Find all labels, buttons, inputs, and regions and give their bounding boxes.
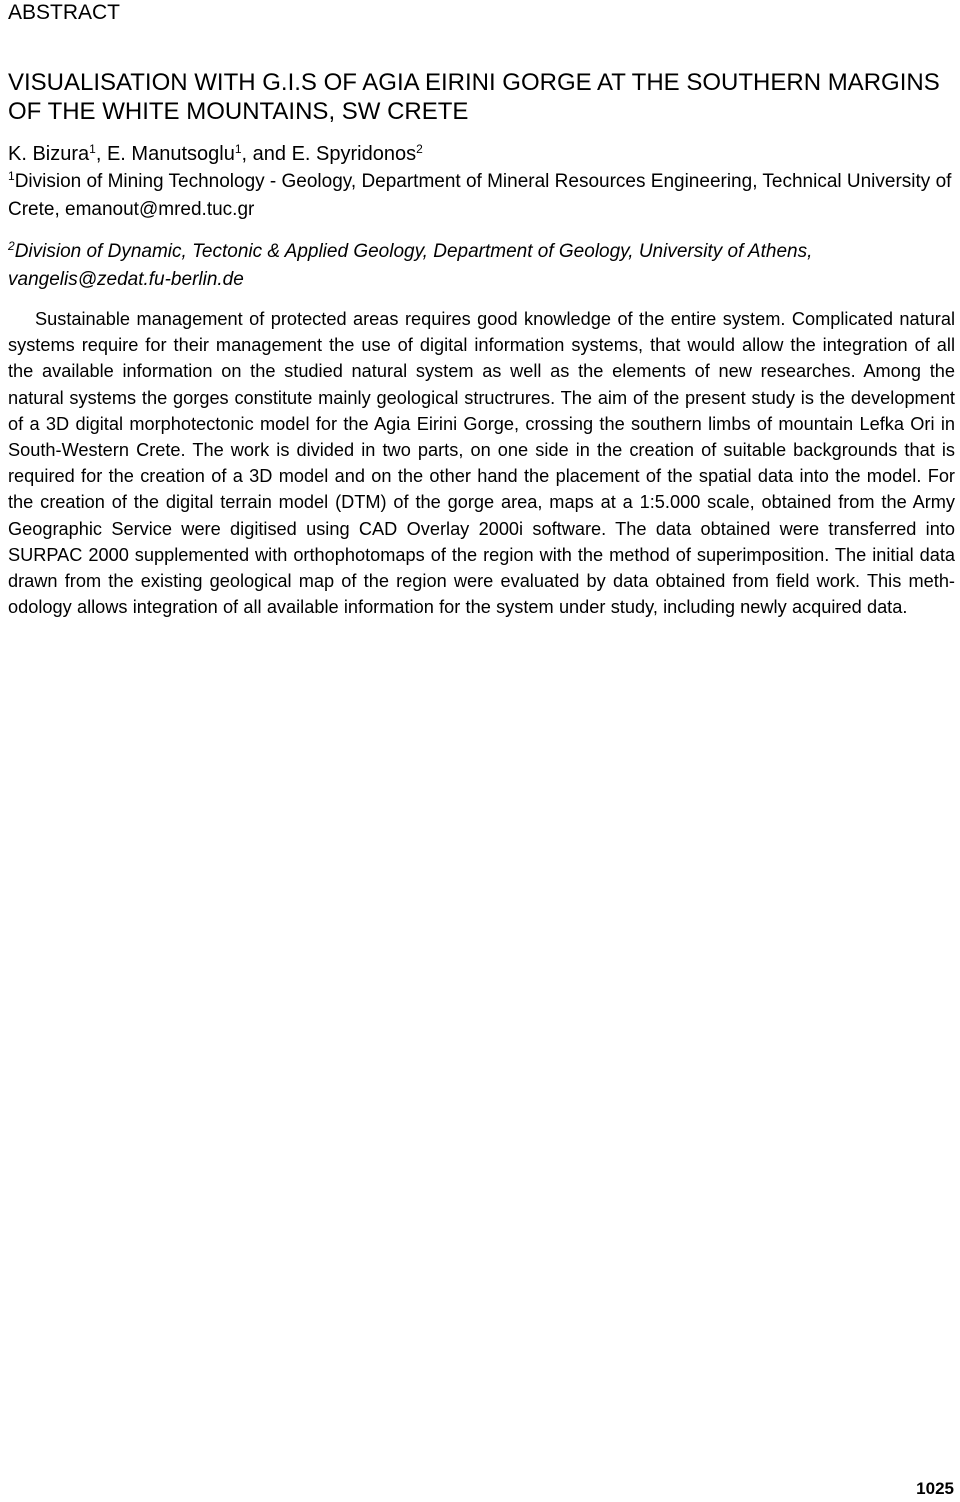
author-list — [8, 142, 423, 166]
abstract-body: Sustainable management of protected areas requires good knowledge of the entire system. Complicated natural systems require for their management the use of digital information systems, that would allow the integration of all the available information on the studied natural system as well as the elements of new researches. Among the natural systems the gorges constitute mainly geological structrures. The aim of the present study is the development of a 3D digital morphotectonic model for the Agia Eirini Gorge, crossing the southern limbs of mountain Lefka Ori in South-Western Crete. The work is divided in two parts, on one side in the creation of suitable backgrounds that is required for the creation of a 3D model and on the other hand the placement of the spatial data into the model. For the creation of the digital terrain model (DTM) of the gorge area, maps at a 1:5.000 scale, obtained from the Army Geographic Service were digitised using CAD Overlay 2000i software. The data obtained were transferred into SURPAC 2000 supplemented with orthophotomaps of the region with the method of superimposition. The initial data drawn from the existing geological map of the region were evaluated by data obtained from field work. This meth-odology allows integration of all available information for the system under study, including newly acquired data. — [8, 309, 955, 618]
affiliation-marker: 2 — [8, 239, 15, 253]
section-heading: ABSTRACT — [8, 1, 121, 24]
affiliation-1 — [8, 168, 954, 224]
author-name: K. Bizura — [8, 143, 90, 165]
author-affiliation-marker: 1 — [89, 142, 96, 156]
affiliation-text: Division of Dynamic, Tectonic & Applied Geology, Department of Geology, University of Athens, vangelis@zedat.fu-berlin.de — [8, 241, 813, 290]
author-affiliation-marker: 1 — [234, 142, 242, 156]
page-number: 1025 — [916, 1479, 954, 1498]
affiliation-text: Division of Mining Technology - Geology, Department of Mineral Resources Engineering, Technical University of Crete, emanout@mred.tuc.gr — [8, 171, 952, 220]
author-name: E. Manutsoglu — [106, 143, 235, 165]
affiliation-marker: 1 — [8, 169, 15, 183]
author-affiliation-marker: 2 — [416, 142, 423, 156]
paper-title: VISUALISATION WITH G.I.S OF AGIA EIRINI GORGE AT THE SOUTHERN MARGINS OF THE WHITE MOUNTAINS, SW CRETE — [8, 69, 940, 125]
author-separator: , and — [241, 143, 292, 165]
author-separator: , — [95, 143, 107, 165]
author-name: E. Spyridonos — [291, 143, 417, 165]
affiliation-2 — [8, 238, 954, 294]
